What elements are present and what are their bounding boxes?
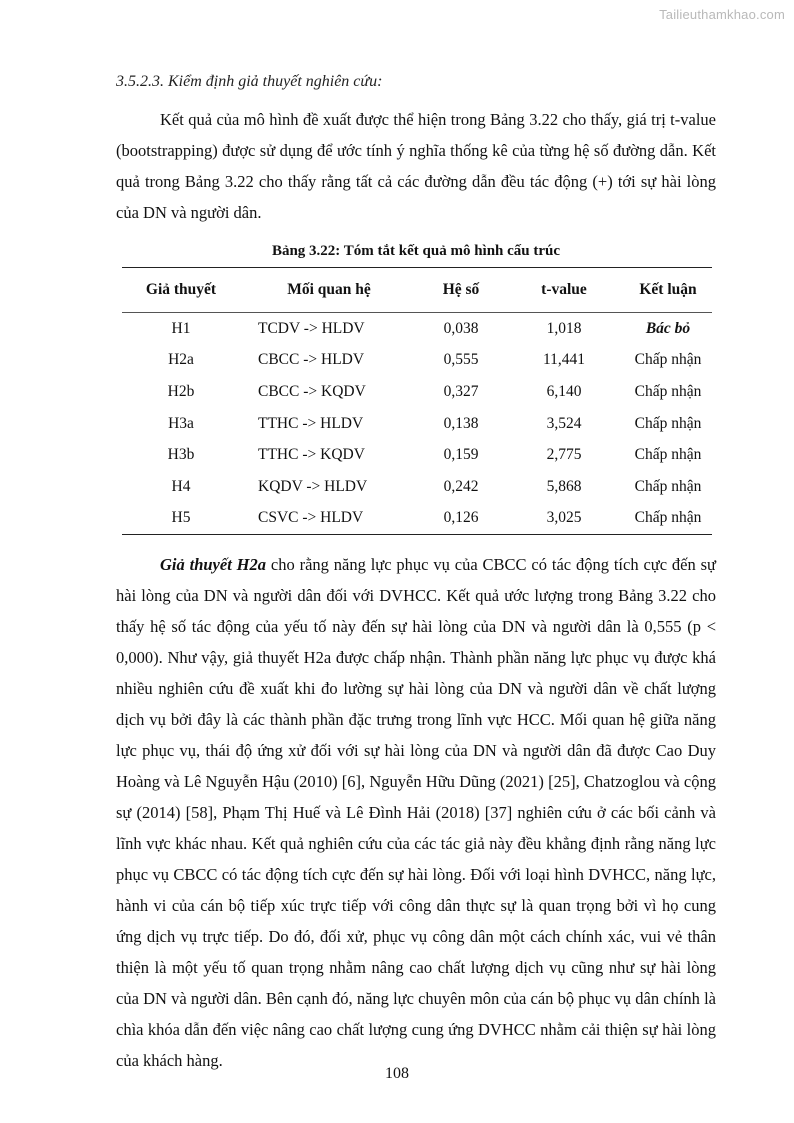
document-page — [116, 72, 716, 1076]
cell-coefficient: 0,126 — [418, 503, 504, 535]
cell-relationship: CBCC -> HLDV — [258, 351, 365, 369]
cell-hypothesis: H1 — [171, 319, 191, 337]
cell-conclusion: Chấp nhận — [634, 382, 702, 400]
section-heading: 3.5.2.3. Kiểm định giả thuyết nghiên cứu: — [116, 73, 383, 90]
cell-conclusion: Bác bỏ — [645, 319, 691, 337]
cell-hypothesis: H3a — [168, 414, 194, 432]
cell-coefficient: 0,159 — [443, 446, 479, 464]
table-row — [122, 471, 712, 503]
cell-relationship: CSVC -> HLDV — [240, 503, 418, 535]
cell-hypothesis: H3b — [167, 446, 195, 464]
cell-hypothesis: H2a — [168, 351, 194, 369]
header-coefficient: Hệ số — [418, 268, 504, 313]
cell-relationship: CBCC -> KQDV — [258, 382, 366, 400]
cell-relationship: KQDV -> HLDV — [258, 477, 368, 495]
cell-conclusion: Chấp nhận — [624, 503, 712, 535]
watermark: Tailieuthamkhao.com — [659, 7, 785, 22]
table-row — [122, 345, 712, 377]
cell-t-value: 11,441 — [542, 351, 586, 369]
header-hypothesis: Giả thuyết — [122, 268, 240, 313]
cell-t-value: 1,018 — [546, 319, 582, 337]
cell-conclusion: Chấp nhận — [634, 351, 702, 369]
discussion-text: cho rằng năng lực phục vụ của CBCC có tác động tích cực đến sự hài lòng của DN và người dân đối với DVHCC. Kết quả ước lượng trong Bảng 3.22 cho thấy hệ số tác động của yếu tố này đến sự hài lòng của DN và người dân là 0,555 (p < 0,000). Như vậy, giả thuyết H2a được chấp nhận. Thành phần năng lực phục vụ được khá nhiều nghiên cứu đề xuất khi đo lường sự hài lòng của DN và người dân về chất lượng dịch vụ bởi đây là các thành phần đặc trưng trong lĩnh vực HCC. Mối quan hệ giữa năng lực phục vụ, thái độ ứng xử đối với sự hài lòng của DN và người dân đã được Cao Duy Hoàng và Lê Nguyễn Hậu (2010) [6], Nguyễn Hữu Dũng (2021) [25], Chatzoglou và cộng sự (2014) [58], Phạm Thị Huế và Lê Đình Hải (2018) [37] nghiên cứu ở các bối cảnh và lĩnh vực khác nhau. Kết quả nghiên cứu của các tác giả này đều khẳng định rằng năng lực phục vụ CBCC có tác động tích cực đến sự hài lòng. Đối với loại hình DVHCC, năng lực, hành vi của cán bộ tiếp xúc trực tiếp với công dân thực sự là quan trọng bởi vì họ cung ứng dịch vụ trực tiếp. Do đó, đối xử, phục vụ công dân một cách chính xác, vui vẻ thân thiện là một yếu tố quan trọng nhằm nâng cao chất lượng dịch vụ cũng như sự hài lòng của DN và người dân. Bên cạnh đó, năng lực chuyên môn của cán bộ phục vụ dân chính là chìa khóa dẫn đến việc nâng cao chất lượng cung ứng DVHCC nhằm cải thiện sự hài lòng của khách hàng. — [116, 555, 716, 1071]
cell-conclusion: Chấp nhận — [634, 477, 702, 495]
cell-hypothesis: H5 — [122, 503, 240, 535]
header-relationship: Mối quan hệ — [240, 268, 418, 313]
page-number: 108 — [385, 1065, 409, 1082]
cell-t-value: 3,524 — [546, 414, 582, 432]
cell-t-value: 2,775 — [546, 446, 582, 464]
intro-paragraph: Kết quả của mô hình đề xuất được thể hiện trong Bảng 3.22 cho thấy, giá trị t-value (bootstrapping) được sử dụng để ước tính ý nghĩa thống kê của từng hệ số đường dẫn. Kết quả trong Bảng 3.22 cho thấy rằng tất cả các đường dẫn đều tác động (+) tới sự hài lòng của DN và người dân. — [116, 110, 716, 222]
cell-coefficient: 0,038 — [443, 319, 479, 337]
cell-conclusion: Chấp nhận — [634, 414, 702, 432]
discussion-paragraph — [116, 549, 716, 1076]
table-row — [122, 408, 712, 440]
hypothesis-lead-term: Giả thuyết H2a — [160, 555, 266, 575]
table-row — [122, 503, 712, 535]
cell-t-value: 5,868 — [546, 477, 582, 495]
cell-coefficient: 0,138 — [443, 414, 479, 432]
cell-coefficient: 0,242 — [443, 477, 479, 495]
table-header-row — [122, 268, 712, 313]
cell-coefficient: 0,327 — [443, 382, 479, 400]
table-row — [122, 376, 712, 408]
header-conclusion: Kết luận — [624, 268, 712, 313]
cell-relationship: TTHC -> HLDV — [258, 414, 364, 432]
results-table — [122, 267, 712, 535]
cell-conclusion: Chấp nhận — [634, 446, 702, 464]
cell-t-value: 3,025 — [504, 503, 624, 535]
cell-t-value: 6,140 — [546, 382, 582, 400]
table-row — [122, 313, 712, 345]
cell-hypothesis: H2b — [167, 382, 195, 400]
cell-coefficient: 0,555 — [443, 351, 479, 369]
cell-relationship: TTHC -> KQDV — [258, 446, 365, 464]
table-caption: Bảng 3.22: Tóm tắt kết quả mô hình cấu trúc — [271, 243, 561, 259]
cell-hypothesis: H4 — [171, 477, 191, 495]
header-t-value: t-value — [504, 268, 624, 313]
cell-relationship: TCDV -> HLDV — [258, 319, 365, 337]
table-row — [122, 439, 712, 471]
